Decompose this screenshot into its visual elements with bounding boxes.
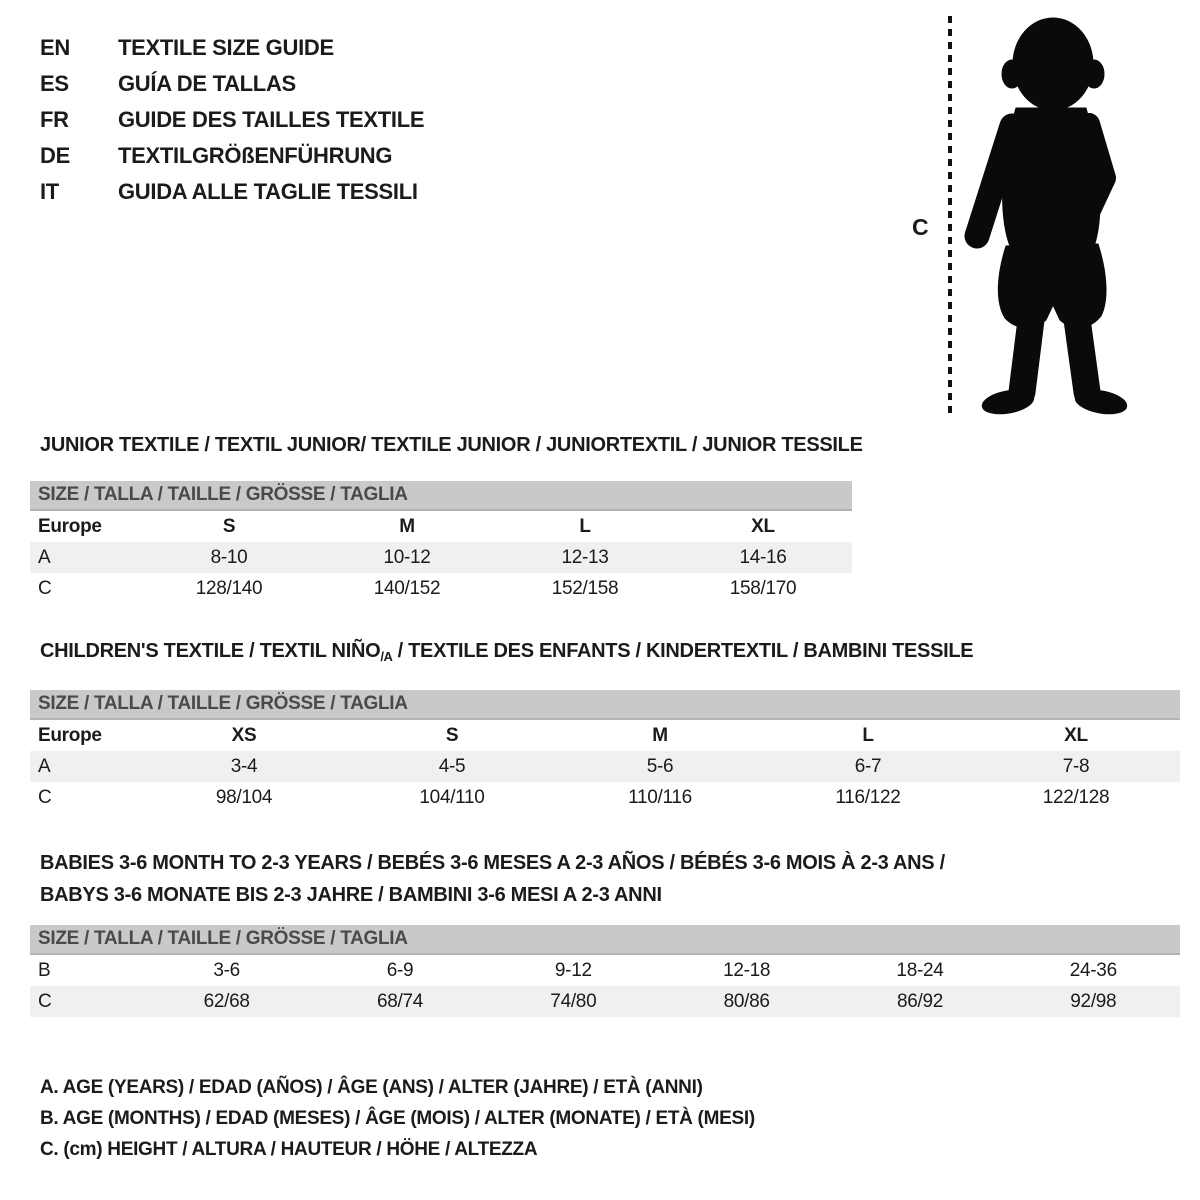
children-section-title [40, 640, 973, 664]
row-label: Europe [38, 725, 102, 746]
language-title: GUIDE DES TAILLES TEXTILE [118, 107, 425, 132]
row-label: A [38, 756, 51, 777]
row-label: C [38, 991, 52, 1012]
table-row-height [30, 573, 852, 604]
row-label: Europe [38, 516, 102, 537]
table-row-height [30, 986, 1180, 1017]
height-measure-label: C [912, 214, 929, 240]
language-row-fr [40, 102, 424, 138]
size-cell: L [862, 725, 874, 746]
size-cell: XS [231, 725, 257, 746]
age-cell: 10-12 [383, 547, 431, 568]
toddler-silhouette-icon [960, 12, 1142, 416]
months-cell: 24-36 [1069, 960, 1117, 981]
table-row-months [30, 955, 1180, 986]
months-cell: 3-6 [213, 960, 240, 981]
legend [40, 1072, 755, 1165]
row-label: A [38, 547, 51, 568]
height-cell: 122/128 [1042, 787, 1110, 808]
children-title-sub: /A [380, 649, 393, 664]
height-cell: 68/74 [376, 991, 424, 1012]
months-cell: 18-24 [896, 960, 944, 981]
size-cell: L [579, 516, 591, 537]
size-cell: XL [1064, 725, 1088, 746]
legend-age-years: A. AGE (YEARS) / EDAD (AÑOS) / ÂGE (ANS) / ALTER (JAHRE) / ETÀ (ANNI) [40, 1077, 703, 1098]
table-row-height [30, 782, 1180, 813]
language-code: FR [40, 107, 69, 132]
size-header-bar: SIZE / TALLA / TAILLE / GRÖSSE / TAGLIA [30, 481, 852, 511]
size-cell: XL [751, 516, 775, 537]
size-cell: M [399, 516, 415, 537]
size-cell: S [222, 516, 236, 537]
height-cell: 158/170 [729, 578, 797, 599]
language-row-it [40, 174, 424, 210]
height-cell: 104/110 [419, 787, 485, 808]
language-title: TEXTILE SIZE GUIDE [118, 35, 334, 60]
babies-section-title-line2: BABYS 3-6 MONATE BIS 2-3 JAHRE / BAMBINI 3-6 MESI A 2-3 ANNI [40, 884, 662, 906]
height-cell: 116/122 [835, 787, 901, 808]
row-label: C [38, 787, 52, 808]
language-title: GUIDA ALLE TAGLIE TESSILI [118, 179, 418, 204]
age-cell: 5-6 [646, 756, 674, 777]
size-cell: M [652, 725, 668, 746]
children-size-table [30, 690, 1180, 813]
height-cell: 74/80 [550, 991, 597, 1012]
size-cell: S [445, 725, 459, 746]
height-cell: 152/158 [551, 578, 619, 599]
age-cell: 14-16 [739, 547, 787, 568]
size-header-bar: SIZE / TALLA / TAILLE / GRÖSSE / TAGLIA [30, 690, 1180, 720]
legend-height-cm: C. (cm) HEIGHT / ALTURA / HAUTEUR / HÖHE / ALTEZZA [40, 1139, 538, 1160]
months-cell: 6-9 [386, 960, 414, 981]
months-cell: 12-18 [723, 960, 771, 981]
babies-section-title-line1: BABIES 3-6 MONTH TO 2-3 YEARS / BEBÉS 3-6 MESES A 2-3 AÑOS / BÉBÉS 3-6 MOIS À 2-3 ANS / [40, 852, 945, 874]
height-cell: 140/152 [373, 578, 441, 599]
junior-section-title: JUNIOR TEXTILE / TEXTIL JUNIOR/ TEXTILE JUNIOR / JUNIORTEXTIL / JUNIOR TESSILE [40, 434, 863, 456]
height-cell: 110/116 [628, 787, 692, 808]
language-row-es [40, 66, 424, 102]
height-cell: 62/68 [203, 991, 250, 1012]
age-cell: 12-13 [561, 547, 609, 568]
language-title: TEXTILGRÖßENFÜHRUNG [118, 143, 393, 168]
row-label: B [38, 960, 51, 981]
age-cell: 8-10 [210, 547, 248, 568]
height-cell: 98/104 [215, 787, 273, 808]
row-label: C [38, 578, 52, 599]
table-row-age [30, 542, 852, 573]
language-row-de [40, 138, 424, 174]
height-cell: 86/92 [896, 991, 943, 1012]
language-code: EN [40, 35, 70, 60]
language-code: ES [40, 71, 69, 96]
babies-size-table [30, 925, 1180, 1017]
language-code: IT [40, 179, 59, 204]
language-code: DE [40, 143, 70, 168]
size-header-bar: SIZE / TALLA / TAILLE / GRÖSSE / TAGLIA [30, 925, 1180, 955]
height-cell: 80/86 [723, 991, 770, 1012]
table-row-age [30, 751, 1180, 782]
table-row-europe [30, 720, 1180, 751]
children-title-main: CHILDREN'S TEXTILE / TEXTIL NIÑO [40, 640, 381, 662]
height-measure-line [945, 14, 955, 418]
age-cell: 3-4 [230, 756, 258, 777]
age-cell: 7-8 [1062, 756, 1090, 777]
language-title: GUÍA DE TALLAS [118, 71, 296, 96]
table-row-europe [30, 511, 852, 542]
height-cell: 128/140 [195, 578, 263, 599]
legend-age-months: B. AGE (MONTHS) / EDAD (MESES) / ÂGE (MOIS) / ALTER (MONATE) / ETÀ (MESI) [40, 1108, 755, 1129]
children-title-rest: / TEXTILE DES ENFANTS / KINDERTEXTIL / BAMBINI TESSILE [392, 640, 974, 662]
height-cell: 92/98 [1070, 991, 1117, 1012]
junior-size-table [30, 481, 852, 604]
months-cell: 9-12 [554, 960, 592, 981]
age-cell: 6-7 [854, 756, 882, 777]
age-cell: 4-5 [438, 756, 466, 777]
language-row-en [40, 30, 424, 66]
language-list [40, 30, 424, 210]
